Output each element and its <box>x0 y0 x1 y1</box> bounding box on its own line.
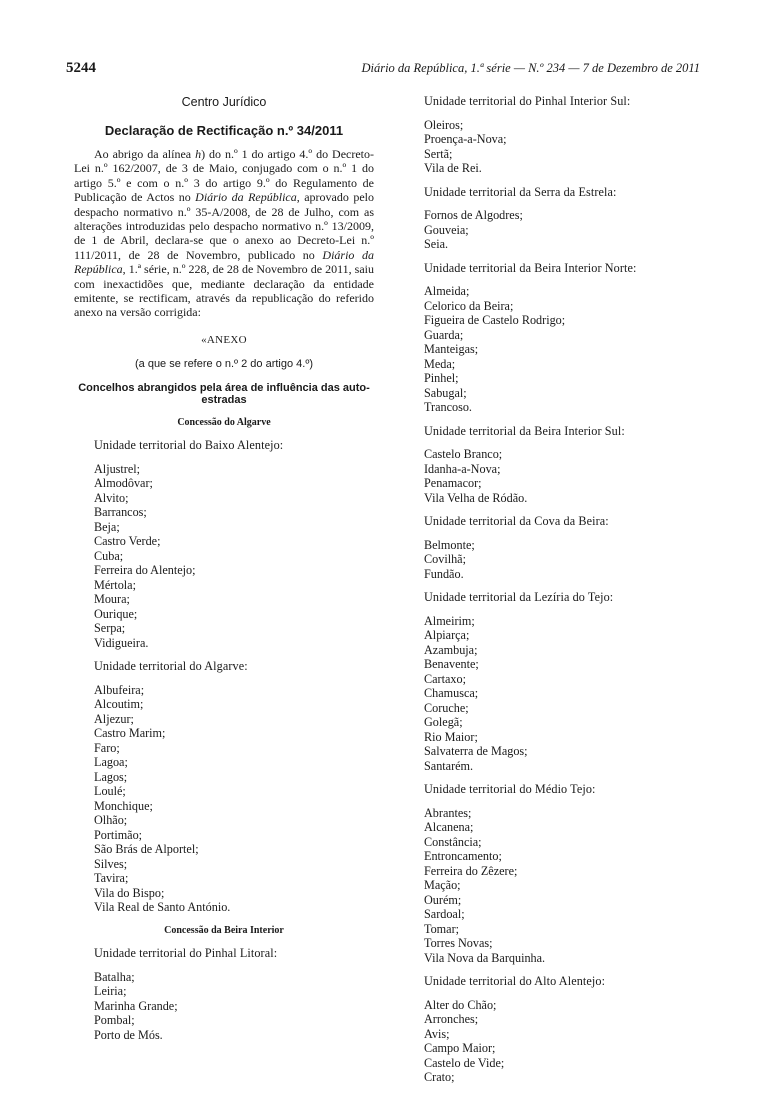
municipality-item: Proença-a-Nova; <box>424 132 507 146</box>
municipality-item: Alpiarça; <box>424 628 470 642</box>
municipality-item: Ourique; <box>94 606 138 621</box>
municipality-item: Aljustrel; <box>94 461 141 476</box>
municipality-item: Ourém; <box>424 892 462 907</box>
municipality-item: Salvaterra de Magos; <box>424 744 528 758</box>
territorial-unit-heading: Unidade territorial do Médio Tejo: <box>424 782 596 796</box>
municipality-item: Arronches; <box>424 1012 479 1026</box>
body-text-3: , aprovado pelo despacho normativo n.º 35-A/2008, de 28 de Julho, com as alterações introduzidas pelo despacho normativo n.º 13/2009, de 1 de Abril, declara-se que o anexo ao Decreto-Lei n.º 111/2011, de 28 de Novembro, publicado no <box>74 190 375 262</box>
municipality-item: Barrancos; <box>94 505 147 520</box>
territorial-unit-heading: Unidade territorial do Pinhal Interior Sul: <box>424 94 631 108</box>
municipality-item: Meda; <box>424 356 456 371</box>
municipality-item: Mação; <box>424 878 461 892</box>
municipality-item: Lagos; <box>94 769 128 784</box>
municipality-item: Covilhã; <box>424 552 466 566</box>
municipality-item: Almeirim; <box>424 613 475 628</box>
municipality-item: Castro Marim; <box>94 726 166 741</box>
municipality-item: Vila do Bispo; <box>94 885 165 900</box>
concessao-heading: Concessão do Algarve <box>177 416 271 428</box>
municipality-item: Beja; <box>94 519 120 534</box>
municipality-item: Ferreira do Alentejo; <box>94 563 196 578</box>
municipality-list <box>424 447 684 505</box>
municipality-item: Cuba; <box>94 548 124 563</box>
municipality-item: Faro; <box>94 740 120 755</box>
municipality-item: Figueira de Castelo Rodrigo; <box>424 313 566 327</box>
territorial-unit-heading: Unidade territorial da Serra da Estrela: <box>424 184 617 199</box>
territorial-unit-heading: Unidade territorial do Baixo Alentejo: <box>94 438 284 453</box>
municipality-item: Almeida; <box>424 284 470 298</box>
territorial-unit-heading: Unidade territorial da Beira Interior Sul: <box>424 423 625 438</box>
municipality-list <box>424 806 684 966</box>
municipality-item: Castro Verde; <box>94 534 161 549</box>
municipality-item: Vila de Rei. <box>424 161 482 175</box>
municipality-item: Almodôvar; <box>94 476 153 491</box>
municipality-item: Vidigueira. <box>94 635 149 650</box>
municipality-item: Crato; <box>424 1070 455 1084</box>
municipality-item: Castelo Branco; <box>424 447 503 461</box>
declaration-body <box>74 147 374 320</box>
declaration-title: Declaração de Rectificação n.º 34/2011 <box>104 122 344 138</box>
municipality-item: Alcanena; <box>424 820 474 834</box>
anexo-reference: (a que se refere o n.º 2 do artigo 4.º) <box>134 358 314 371</box>
concelhos-title: Concelhos abrangidos pela área de influência das auto-estradas <box>78 381 370 406</box>
municipality-item: Sardoal; <box>424 907 465 921</box>
municipality-item: Belmonte; <box>424 537 475 552</box>
right-column <box>424 94 684 1094</box>
municipality-item: Avis; <box>424 1026 450 1041</box>
territorial-unit-heading: Unidade territorial do Pinhal Litoral: <box>94 946 278 961</box>
municipality-item: Lagoa; <box>94 755 128 770</box>
running-head: Diário da República, 1.ª série — N.º 234 — 7 de Dezembro de 2011 <box>361 61 700 75</box>
municipality-item: Constância; <box>424 834 482 849</box>
municipality-item: Entroncamento; <box>424 849 502 863</box>
body-text-1: Ao abrigo da alínea <box>94 147 196 161</box>
municipality-item: Vila Velha de Ródão. <box>424 490 528 505</box>
municipality-item: Golegã; <box>424 715 463 729</box>
municipality-item: Serpa; <box>94 621 126 636</box>
page-header <box>66 60 700 80</box>
municipality-item: Santarém. <box>424 758 474 773</box>
page-number: 5244 <box>66 60 96 76</box>
municipality-item: Pombal; <box>94 1013 135 1028</box>
municipality-item: Fornos de Algodres; <box>424 208 523 222</box>
municipality-item: Celorico da Beira; <box>424 298 514 313</box>
municipality-list <box>94 970 374 1043</box>
municipality-item: Aljezur; <box>94 711 134 726</box>
municipality-item: Pinhel; <box>424 371 459 385</box>
organization-name: Centro Jurídico <box>181 95 267 109</box>
municipality-item: Abrantes; <box>424 805 472 820</box>
municipality-item: Loulé; <box>94 784 126 799</box>
territorial-unit-heading: Unidade territorial da Beira Interior Norte: <box>424 260 637 275</box>
municipality-item: Coruche; <box>424 700 469 715</box>
territorial-unit-heading: Unidade territorial da Lezíria do Tejo: <box>424 590 614 604</box>
municipality-list <box>424 998 684 1085</box>
municipality-item: Castelo de Vide; <box>424 1055 505 1070</box>
municipality-item: Porto de Mós. <box>94 1027 163 1042</box>
territorial-unit-heading: Unidade territorial do Alto Alentejo: <box>424 974 606 988</box>
municipality-item: Cartaxo; <box>424 671 466 686</box>
municipality-item: Chamusca; <box>424 686 479 700</box>
municipality-item: Fundão. <box>424 566 464 581</box>
municipality-item: São Brás de Alportel; <box>94 842 199 857</box>
body-text-4: , 1.ª série, n.º 228, de 28 de Novembro de 2011, saiu com inexactidões que, mediante declaração da entidade emitente, se rectificam, através da republicação do referido anexo na versão corrigida: <box>74 262 374 320</box>
body-letter-h: h <box>195 147 202 161</box>
municipality-item: Seia. <box>424 237 449 251</box>
municipality-item: Alvito; <box>94 490 129 505</box>
body-text-2: ) do n.º 1 do artigo 4.º do Decreto-Lei n.º 162/2007, de 3 de Maio, conjugado com o n.º 1 do artigo 5.º e com o n.º 3 do artigo 9.º do Regulamento de Publicação de Actos no <box>74 147 374 205</box>
municipality-item: Mértola; <box>94 577 136 592</box>
body-diario-1: Diário da República <box>195 190 297 205</box>
municipality-list <box>424 614 684 774</box>
municipality-item: Marinha Grande; <box>94 998 178 1013</box>
municipality-item: Sabugal; <box>424 385 467 400</box>
left-column <box>74 94 375 1051</box>
municipality-item: Albufeira; <box>94 682 145 697</box>
municipality-item: Silves; <box>94 856 128 871</box>
municipality-item: Moura; <box>94 592 130 607</box>
municipality-item: Azambuja; <box>424 642 478 657</box>
municipality-item: Tavira; <box>94 871 129 886</box>
body-diario-2: Diário da República <box>74 247 374 277</box>
territorial-unit-heading: Unidade territorial do Algarve: <box>94 659 248 674</box>
municipality-item: Monchique; <box>94 798 153 813</box>
municipality-list <box>424 118 684 176</box>
municipality-item: Campo Maior; <box>424 1041 496 1055</box>
municipality-item: Sertã; <box>424 146 453 161</box>
municipality-list <box>94 462 374 651</box>
municipality-item: Trancoso. <box>424 400 472 414</box>
municipality-item: Olhão; <box>94 813 128 828</box>
municipality-item: Alcoutim; <box>94 697 144 712</box>
municipality-item: Torres Novas; <box>424 936 493 950</box>
municipality-item: Oleiros; <box>424 117 464 132</box>
territorial-unit-heading: Unidade territorial da Cova da Beira: <box>424 514 609 528</box>
municipality-item: Guarda; <box>424 327 464 342</box>
municipality-list <box>424 284 684 415</box>
municipality-item: Portimão; <box>94 827 143 842</box>
municipality-item: Penamacor; <box>424 476 482 490</box>
municipality-list <box>424 208 684 252</box>
municipality-item: Idanha-a-Nova; <box>424 461 501 476</box>
municipality-item: Ferreira do Zêzere; <box>424 863 518 878</box>
municipality-list <box>424 538 684 582</box>
anexo-label: «ANEXO <box>201 333 247 346</box>
municipality-item: Vila Real de Santo António. <box>94 900 231 915</box>
municipality-item: Benavente; <box>424 657 479 671</box>
municipality-item: Gouveia; <box>424 222 469 237</box>
municipality-item: Vila Nova da Barquinha. <box>424 950 546 965</box>
concessao-heading: Concessão da Beira Interior <box>164 924 284 936</box>
municipality-item: Batalha; <box>94 969 135 984</box>
municipality-list <box>94 683 374 915</box>
municipality-item: Leiria; <box>94 984 127 999</box>
municipality-item: Tomar; <box>424 921 460 936</box>
municipality-item: Manteigas; <box>424 342 479 356</box>
municipality-item: Alter do Chão; <box>424 997 497 1012</box>
municipality-item: Rio Maior; <box>424 729 478 744</box>
